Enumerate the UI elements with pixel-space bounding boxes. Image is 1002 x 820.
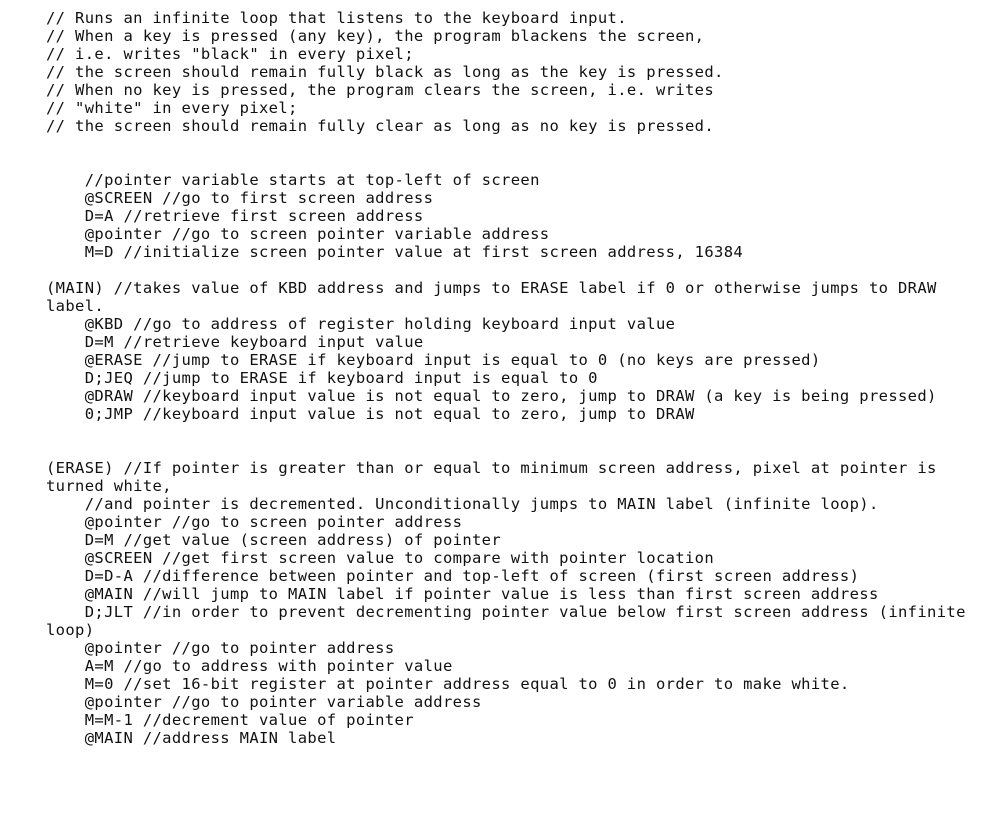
code-line: D=M //retrieve keyboard input value xyxy=(46,333,424,351)
code-line: A=M //go to address with pointer value xyxy=(46,657,453,675)
code-line: label. xyxy=(46,297,105,315)
code-line: // i.e. writes "black" in every pixel; xyxy=(46,45,414,63)
code-line: // the screen should remain fully black as long as the key is pressed. xyxy=(46,63,724,81)
code-line: D=D-A //difference between pointer and top-left of screen (first screen address) xyxy=(46,567,860,585)
code-line: //and pointer is decremented. Unconditionally jumps to MAIN label (infinite loop). xyxy=(46,495,879,513)
code-line: D;JLT //in order to prevent decrementing pointer value below first screen address (infinite xyxy=(46,603,966,621)
code-text-view[interactable] xyxy=(46,9,986,747)
code-line: @pointer //go to screen pointer variable address xyxy=(46,225,550,243)
code-line: @pointer //go to pointer variable address xyxy=(46,693,482,711)
code-line: // When no key is pressed, the program clears the screen, i.e. writes xyxy=(46,81,715,99)
code-line: D=A //retrieve first screen address xyxy=(46,207,424,225)
code-line: @SCREEN //get first screen value to compare with pointer location xyxy=(46,549,715,567)
code-line: // When a key is pressed (any key), the program blackens the screen, xyxy=(46,27,705,45)
code-line: @pointer //go to screen pointer address xyxy=(46,513,463,531)
code-line: M=D //initialize screen pointer value at first screen address, 16384 xyxy=(46,243,744,261)
code-line: @MAIN //will jump to MAIN label if pointer value is less than first screen address xyxy=(46,585,879,603)
code-line: @MAIN //address MAIN label xyxy=(46,729,337,747)
code-line: D=M //get value (screen address) of pointer xyxy=(46,531,502,549)
code-line xyxy=(46,441,986,459)
code-line: M=M-1 //decrement value of pointer xyxy=(46,711,414,729)
code-line: // the screen should remain fully clear as long as no key is pressed. xyxy=(46,117,715,135)
code-line: (ERASE) //If pointer is greater than or equal to minimum screen address, pixel at pointer is xyxy=(46,459,937,477)
code-line: D;JEQ //jump to ERASE if keyboard input is equal to 0 xyxy=(46,369,598,387)
code-line: @KBD //go to address of register holding keyboard input value xyxy=(46,315,676,333)
code-line xyxy=(46,423,986,441)
code-line: // Runs an infinite loop that listens to the keyboard input. xyxy=(46,9,627,27)
code-line: turned white, xyxy=(46,477,172,495)
code-line: @pointer //go to pointer address xyxy=(46,639,395,657)
code-line: loop) xyxy=(46,621,95,639)
code-line xyxy=(46,153,986,171)
code-line: @DRAW //keyboard input value is not equal to zero, jump to DRAW (a key is being pressed) xyxy=(46,387,937,405)
code-line: (MAIN) //takes value of KBD address and jumps to ERASE label if 0 or otherwise jumps to DRAW xyxy=(46,279,937,297)
code-line: //pointer variable starts at top-left of screen xyxy=(46,171,540,189)
code-line: @SCREEN //go to first screen address xyxy=(46,189,434,207)
code-line xyxy=(46,135,986,153)
code-line xyxy=(46,261,986,279)
code-line: @ERASE //jump to ERASE if keyboard input is equal to 0 (no keys are pressed) xyxy=(46,351,821,369)
code-line: M=0 //set 16-bit register at pointer address equal to 0 in order to make white. xyxy=(46,675,850,693)
code-line: 0;JMP //keyboard input value is not equal to zero, jump to DRAW xyxy=(46,405,695,423)
code-line: // "white" in every pixel; xyxy=(46,99,298,117)
